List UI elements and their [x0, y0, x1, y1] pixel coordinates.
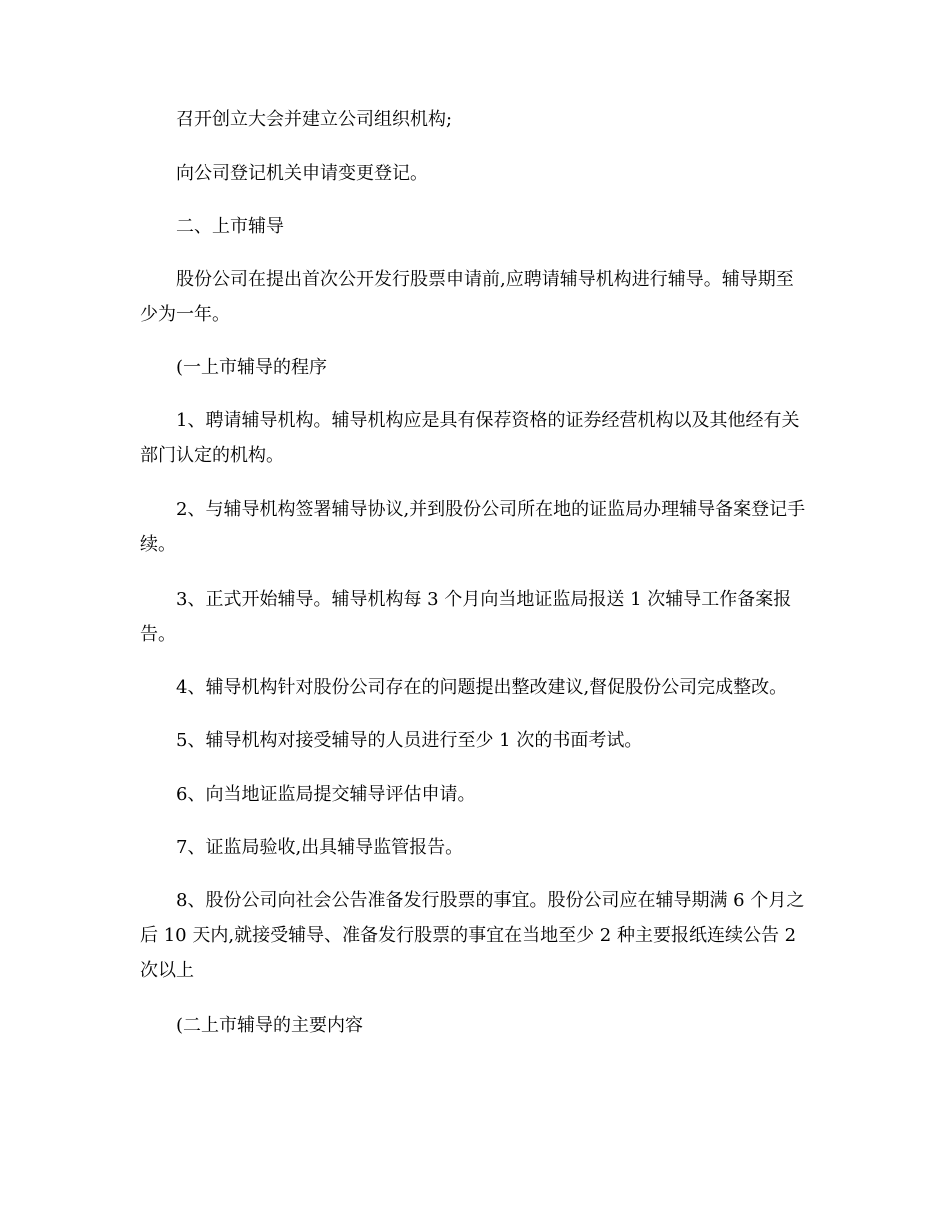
list-item-step-5: 5、辅导机构对接受辅导的人员进行至少 1 次的书面考试。 [176, 730, 643, 751]
list-item-step-7: 7、证监局验收,出具辅导监管报告。 [176, 837, 464, 858]
subheading-tutoring-content: (二上市辅导的主要内容 [176, 1015, 364, 1036]
subheading-tutoring-procedure: (一上市辅导的程序 [176, 357, 328, 378]
list-item-step-3: 3、正式开始辅导。辅导机构每 3 个月向当地证监局报送 1 次辅导工作备案报告。 [140, 589, 792, 645]
list-item-step-8: 8、股份公司向社会公告准备发行股票的事宜。股份公司应在辅导期满 6 个月之后 10 天内,就接受辅导、准备发行股票的事宜在当地至少 2 种主要报纸连续公告 2 次以上 [140, 890, 805, 981]
list-item-step-2: 2、与辅导机构签署辅导协议,并到股份公司所在地的证监局办理辅导备案登记手续。 [140, 499, 806, 555]
list-item-step-1: 1、聘请辅导机构。辅导机构应是具有保荐资格的证券经营机构以及其他经有关部门认定的机构。 [140, 410, 800, 466]
paragraph-change-registration: 向公司登记机关申请变更登记。 [176, 163, 428, 184]
section-heading-listing-tutoring: 二、上市辅导 [176, 216, 284, 237]
list-item-step-6: 6、向当地证监局提交辅导评估申请。 [176, 784, 476, 805]
paragraph-tutoring-intro: 股份公司在提出首次公开发行股票申请前,应聘请辅导机构进行辅导。辅导期至少为一年。 [140, 269, 794, 325]
list-item-step-4: 4、辅导机构针对股份公司存在的问题提出整改建议,督促股份公司完成整改。 [176, 677, 788, 698]
paragraph-founding-meeting: 召开创立大会并建立公司组织机构; [176, 109, 453, 130]
